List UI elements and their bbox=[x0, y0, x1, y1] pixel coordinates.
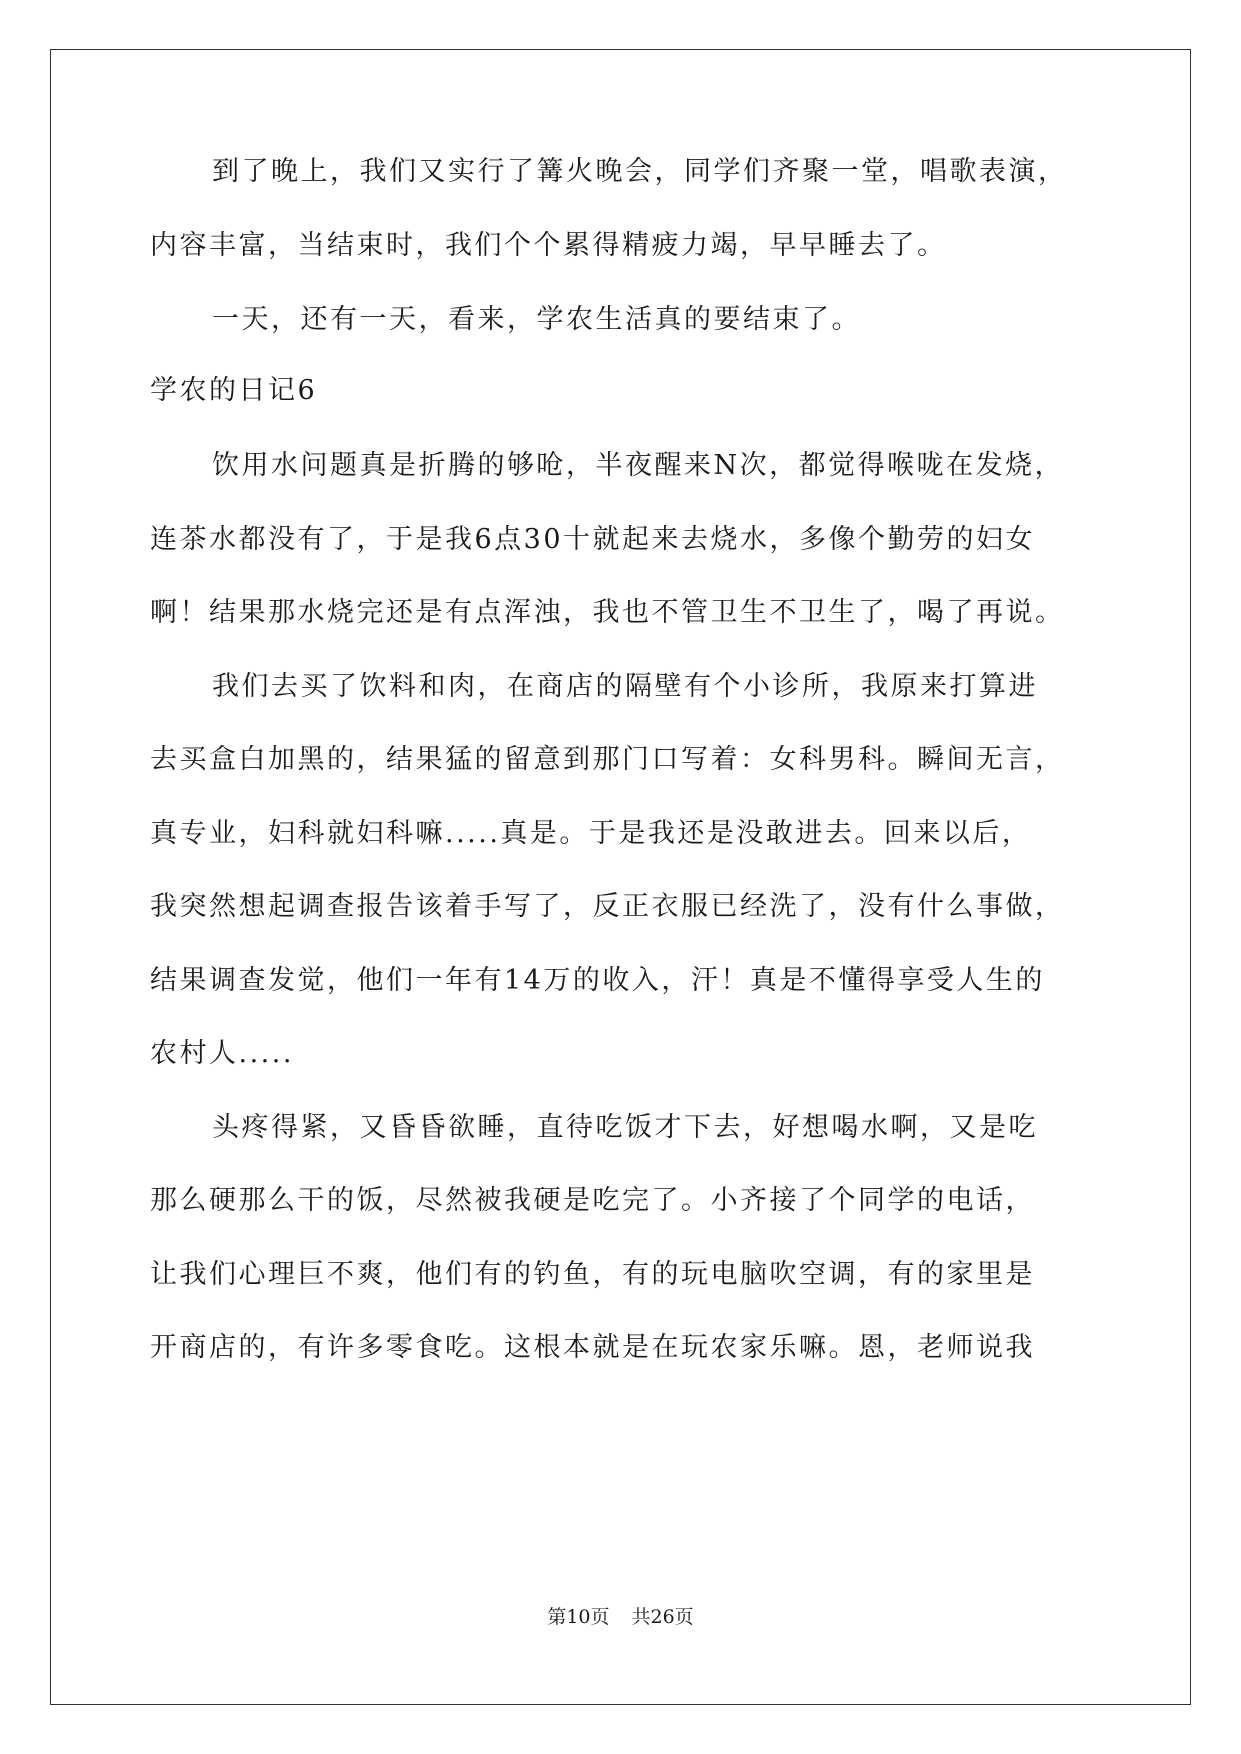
body-line: 让我们心理巨不爽，他们有的钓鱼，有的玩电脑吹空调，有的家里是 bbox=[150, 1259, 1035, 1290]
body-line: 头疼得紧，又昏昏欲睡，直待吃饭才下去，好想喝水啊，又是吃 bbox=[212, 1112, 1038, 1143]
body-line: 结果调查发觉，他们一年有14万的收入，汗！真是不懂得享受人生的 bbox=[150, 965, 1045, 996]
body-line: 开商店的，有许多零食吃。这根本就是在玩农家乐嘛。恩，老师说我 bbox=[150, 1332, 1035, 1363]
body-line: 我们去买了饮料和肉，在商店的隔壁有个小诊所，我原来打算进 bbox=[212, 671, 1038, 702]
body-line: 连茶水都没有了，于是我6点30十就起来去烧水，多像个勤劳的妇女 bbox=[150, 524, 1036, 555]
body-line: 农村人..... bbox=[150, 1038, 294, 1069]
body-line: 去买盒白加黑的，结果猛的留意到那门口写着：女科男科。瞬间无言， bbox=[150, 744, 1065, 775]
total-page-count: 共26页 bbox=[631, 1606, 694, 1628]
body-line: 真专业，妇科就妇科嘛.....真是。于是我还是没敢进去。回来以后， bbox=[150, 818, 1032, 849]
body-line: 那么硬那么干的饭，尽然被我硬是吃完了。小齐接了个同学的电话， bbox=[150, 1185, 1035, 1216]
body-line: 一天，还有一天，看来，学农生活真的要结束了。 bbox=[212, 304, 861, 335]
page-footer bbox=[0, 1605, 1241, 1629]
page-border bbox=[50, 49, 1191, 1705]
body-line: 我突然想起调查报告该着手写了，反正衣服已经洗了，没有什么事做， bbox=[150, 891, 1065, 922]
body-line: 内容丰富，当结束时，我们个个累得精疲力竭，早早睡去了。 bbox=[150, 230, 947, 261]
body-line: 啊！结果那水烧完还是有点浑浊，我也不管卫生不卫生了，喝了再说。 bbox=[150, 597, 1065, 628]
current-page-number: 第10页 bbox=[547, 1606, 610, 1628]
section-heading: 学农的日记6 bbox=[150, 375, 318, 406]
body-line: 饮用水问题真是折腾的够呛，半夜醒来N次，都觉得喉咙在发烧， bbox=[212, 450, 1065, 481]
body-line: 到了晚上，我们又实行了篝火晚会，同学们齐聚一堂，唱歌表演， bbox=[212, 156, 1068, 187]
